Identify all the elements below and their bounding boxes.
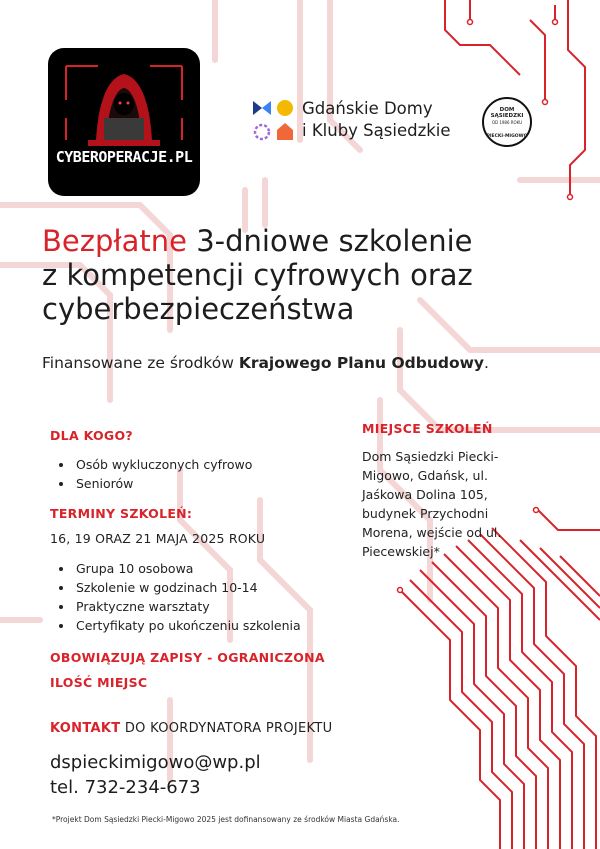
list-item: • Szkolenie w godzinach 10-14 [74,578,301,597]
registration-notice: OBOWIĄZUJĄ ZAPISY - OGRANICZONA ILOŚĆ MIEJSC [50,650,325,690]
logo-wordmark: CYBEROPERACJE.PL [55,148,193,166]
contact-email-link[interactable]: dspieckimigowo@wp.pl [50,752,261,773]
terms-title: TERMINY SZKOLEŃ: [50,506,193,521]
list-item: • Praktyczne warsztaty [74,597,301,616]
funding-info: Finansowane ze środków Krajowego Planu Odbudowy. [42,354,489,372]
footnote: *Projekt Dom Sąsiedzki Piecki-Migowo 2025 jest dofinansowany ze środków Miasta Gdańska. [52,815,400,824]
list-item: • Grupa 10 osobowa [74,559,301,578]
headline-highlight: Bezpłatne [42,224,187,258]
training-dates: 16, 19 ORAZ 21 MAJA 2025 ROKU [50,531,266,546]
for-whom-title: DLA KOGO? [50,428,133,443]
partner-name: Gdańskie Domy i Kluby Sąsiedzkie [302,99,451,140]
list-item: • Seniorów [74,474,252,493]
place-address: Dom Sąsiedzki Piecki- Migowo, Gdańsk, ul. Jaśkowa Dolina 105, budynek Przychodni Morena, wejście od ul. Piecewskiej* [362,449,502,559]
cyberoperacje-logo [48,48,200,196]
dom-sasiedzki-badge: DOM SĄSIEDZKI OD 1986 ROKU PIECKI-MIGOWO [482,97,532,147]
place-title: MIEJSCE SZKOLEŃ [362,421,493,436]
headline: Bezpłatne 3-dniowe szkolenie z kompetencji cyfrowych oraz cyberbezpieczeństwa [42,224,473,326]
list-item: • Certyfikaty po ukończeniu szkolenia [74,616,301,635]
gdk-logo [250,96,480,150]
hacker-hoodie-icon [48,48,200,196]
gdk-logo-icon [250,98,296,144]
for-whom-list [54,455,252,493]
list-item: • Osób wykluczonych cyfrowo [74,455,252,474]
terms-list [54,559,301,635]
contact-phone[interactable]: tel. 732-234-673 [50,777,201,798]
contact-heading: KONTAKT DO KOORDYNATORA PROJEKTU [50,721,333,736]
